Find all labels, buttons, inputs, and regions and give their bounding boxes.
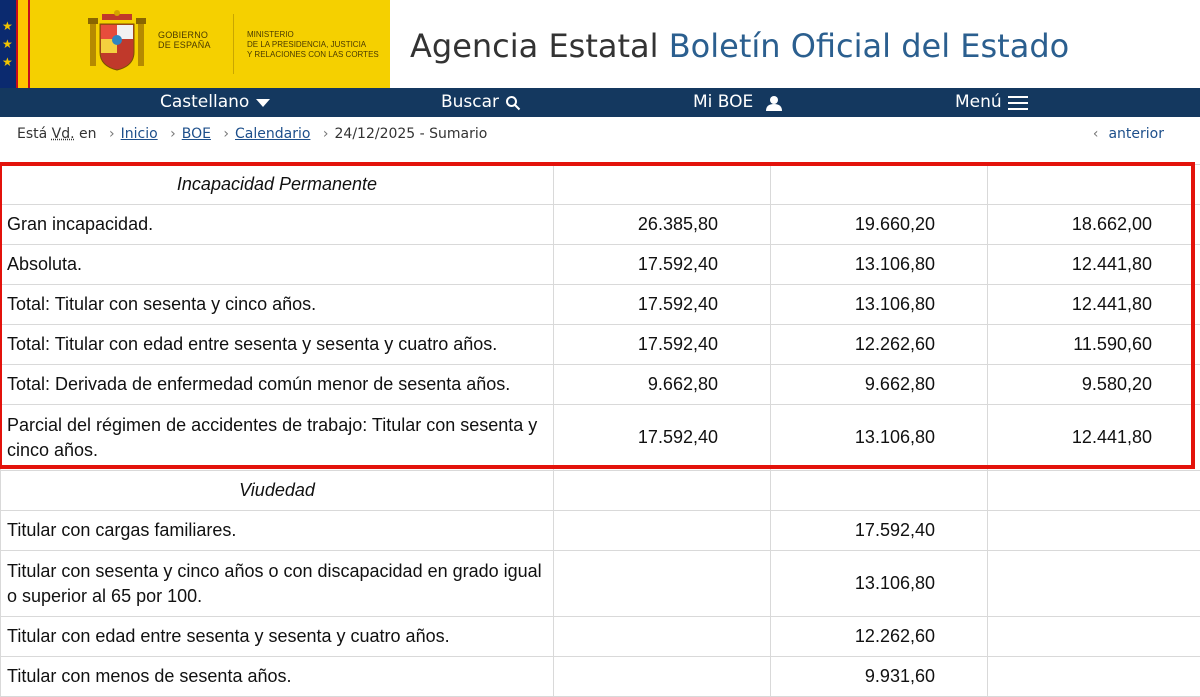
title-boe: Boletín Oficial del Estado xyxy=(669,27,1070,65)
table-row xyxy=(1,285,1200,325)
row-label: Total: Derivada de enfermedad común menor de sesenta años. xyxy=(1,365,554,405)
site-header xyxy=(0,0,1200,88)
breadcrumb-separator-icon: › xyxy=(323,126,329,142)
table-cell xyxy=(988,511,1200,551)
pension-table xyxy=(0,164,1200,697)
row-label: Total: Titular con edad entre sesenta y sesenta y cuatro años. xyxy=(1,325,554,365)
table-cell: 17.592,40 xyxy=(554,405,771,471)
row-label: Parcial del régimen de accidentes de trabajo: Titular con sesenta y cinco años. xyxy=(1,405,554,471)
table-cell: 9.662,80 xyxy=(771,365,988,405)
row-label: Absoluta. xyxy=(1,245,554,285)
previous-link[interactable] xyxy=(1093,126,1164,142)
table-cell xyxy=(554,617,771,657)
table-cell: 12.262,60 xyxy=(771,325,988,365)
row-label: Titular con menos de sesenta años. xyxy=(1,657,554,697)
table-cell xyxy=(988,551,1200,617)
table-cell: 17.592,40 xyxy=(554,245,771,285)
table-cell xyxy=(771,471,988,511)
breadcrumb xyxy=(17,126,487,142)
table-row xyxy=(1,617,1200,657)
previous-label: anterior xyxy=(1108,126,1164,142)
coat-of-arms-icon xyxy=(88,10,146,76)
caret-down-icon xyxy=(255,98,271,108)
ministry-label: MINISTERIO DE LA PRESIDENCIA, JUSTICIA Y RELACIONES CON LAS CORTES xyxy=(247,30,379,60)
table-cell: 12.441,80 xyxy=(988,245,1200,285)
row-label: Gran incapacidad. xyxy=(1,205,554,245)
main-nav xyxy=(0,88,1200,117)
table-cell: 18.662,00 xyxy=(988,205,1200,245)
row-label: Total: Titular con sesenta y cinco años. xyxy=(1,285,554,325)
table-cell: 17.592,40 xyxy=(554,325,771,365)
language-label: Castellano xyxy=(160,88,249,117)
table-cell xyxy=(771,165,988,205)
table-row xyxy=(1,165,1200,205)
logo-divider xyxy=(233,14,234,74)
table-cell: 13.106,80 xyxy=(771,245,988,285)
site-title[interactable] xyxy=(410,26,1069,66)
table-row xyxy=(1,365,1200,405)
table-cell xyxy=(554,165,771,205)
row-label: Titular con sesenta y cinco años o con discapacidad en grado igual o superior al 65 por 100. xyxy=(1,551,554,617)
user-icon xyxy=(765,95,783,111)
table-cell xyxy=(988,471,1200,511)
search-label: Buscar xyxy=(441,88,499,117)
table-cell: 12.441,80 xyxy=(988,405,1200,471)
table-cell xyxy=(554,551,771,617)
table-cell: 17.592,40 xyxy=(554,285,771,325)
title-agency: Agencia Estatal xyxy=(410,27,659,65)
table-cell: 9.662,80 xyxy=(554,365,771,405)
table-row xyxy=(1,245,1200,285)
menu-button[interactable] xyxy=(955,88,1028,117)
breadcrumb-current: 24/12/2025 - Sumario xyxy=(335,126,488,142)
breadcrumb-calendario[interactable]: Calendario xyxy=(235,126,310,142)
table-cell xyxy=(554,471,771,511)
table-row xyxy=(1,325,1200,365)
language-selector[interactable] xyxy=(160,88,271,117)
chevron-left-icon: ‹ xyxy=(1093,126,1099,142)
table-cell: 13.106,80 xyxy=(771,551,988,617)
table-row xyxy=(1,405,1200,471)
table-row xyxy=(1,551,1200,617)
section-heading: Viudedad xyxy=(1,471,554,511)
table-cell xyxy=(554,657,771,697)
breadcrumb-separator-icon: › xyxy=(223,126,229,142)
mi-boe-label: Mi BOE xyxy=(693,88,753,117)
breadcrumb-separator-icon: › xyxy=(109,126,115,142)
table-row xyxy=(1,511,1200,551)
government-logo[interactable] xyxy=(30,0,390,88)
table-cell: 9.931,60 xyxy=(771,657,988,697)
breadcrumb-prefix: Está Vd. en xyxy=(17,126,97,142)
table-cell xyxy=(988,657,1200,697)
table-row xyxy=(1,657,1200,697)
table-cell: 26.385,80 xyxy=(554,205,771,245)
table-cell: 13.106,80 xyxy=(771,285,988,325)
table-cell: 13.106,80 xyxy=(771,405,988,471)
table-cell xyxy=(988,617,1200,657)
breadcrumb-boe[interactable]: BOE xyxy=(182,126,211,142)
row-label: Titular con cargas familiares. xyxy=(1,511,554,551)
section-heading: Incapacidad Permanente xyxy=(1,165,554,205)
table-row xyxy=(1,205,1200,245)
breadcrumb-inicio[interactable]: Inicio xyxy=(121,126,158,142)
table-cell: 12.441,80 xyxy=(988,285,1200,325)
table-cell: 11.590,60 xyxy=(988,325,1200,365)
table-cell xyxy=(988,165,1200,205)
table-cell: 9.580,20 xyxy=(988,365,1200,405)
table-row xyxy=(1,471,1200,511)
search-link[interactable] xyxy=(441,88,521,117)
breadcrumb-separator-icon: › xyxy=(170,126,176,142)
gobierno-label: GOBIERNO DE ESPAÑA xyxy=(158,30,211,50)
table-cell: 19.660,20 xyxy=(771,205,988,245)
table-cell: 17.592,40 xyxy=(771,511,988,551)
table-cell: 12.262,60 xyxy=(771,617,988,657)
hamburger-icon xyxy=(1008,95,1028,111)
mi-boe-link[interactable] xyxy=(693,88,783,117)
menu-label: Menú xyxy=(955,88,1002,117)
eu-flag-strip: ★ ★ ★ xyxy=(0,0,30,88)
search-icon xyxy=(505,95,521,111)
table-cell xyxy=(554,511,771,551)
row-label: Titular con edad entre sesenta y sesenta y cuatro años. xyxy=(1,617,554,657)
